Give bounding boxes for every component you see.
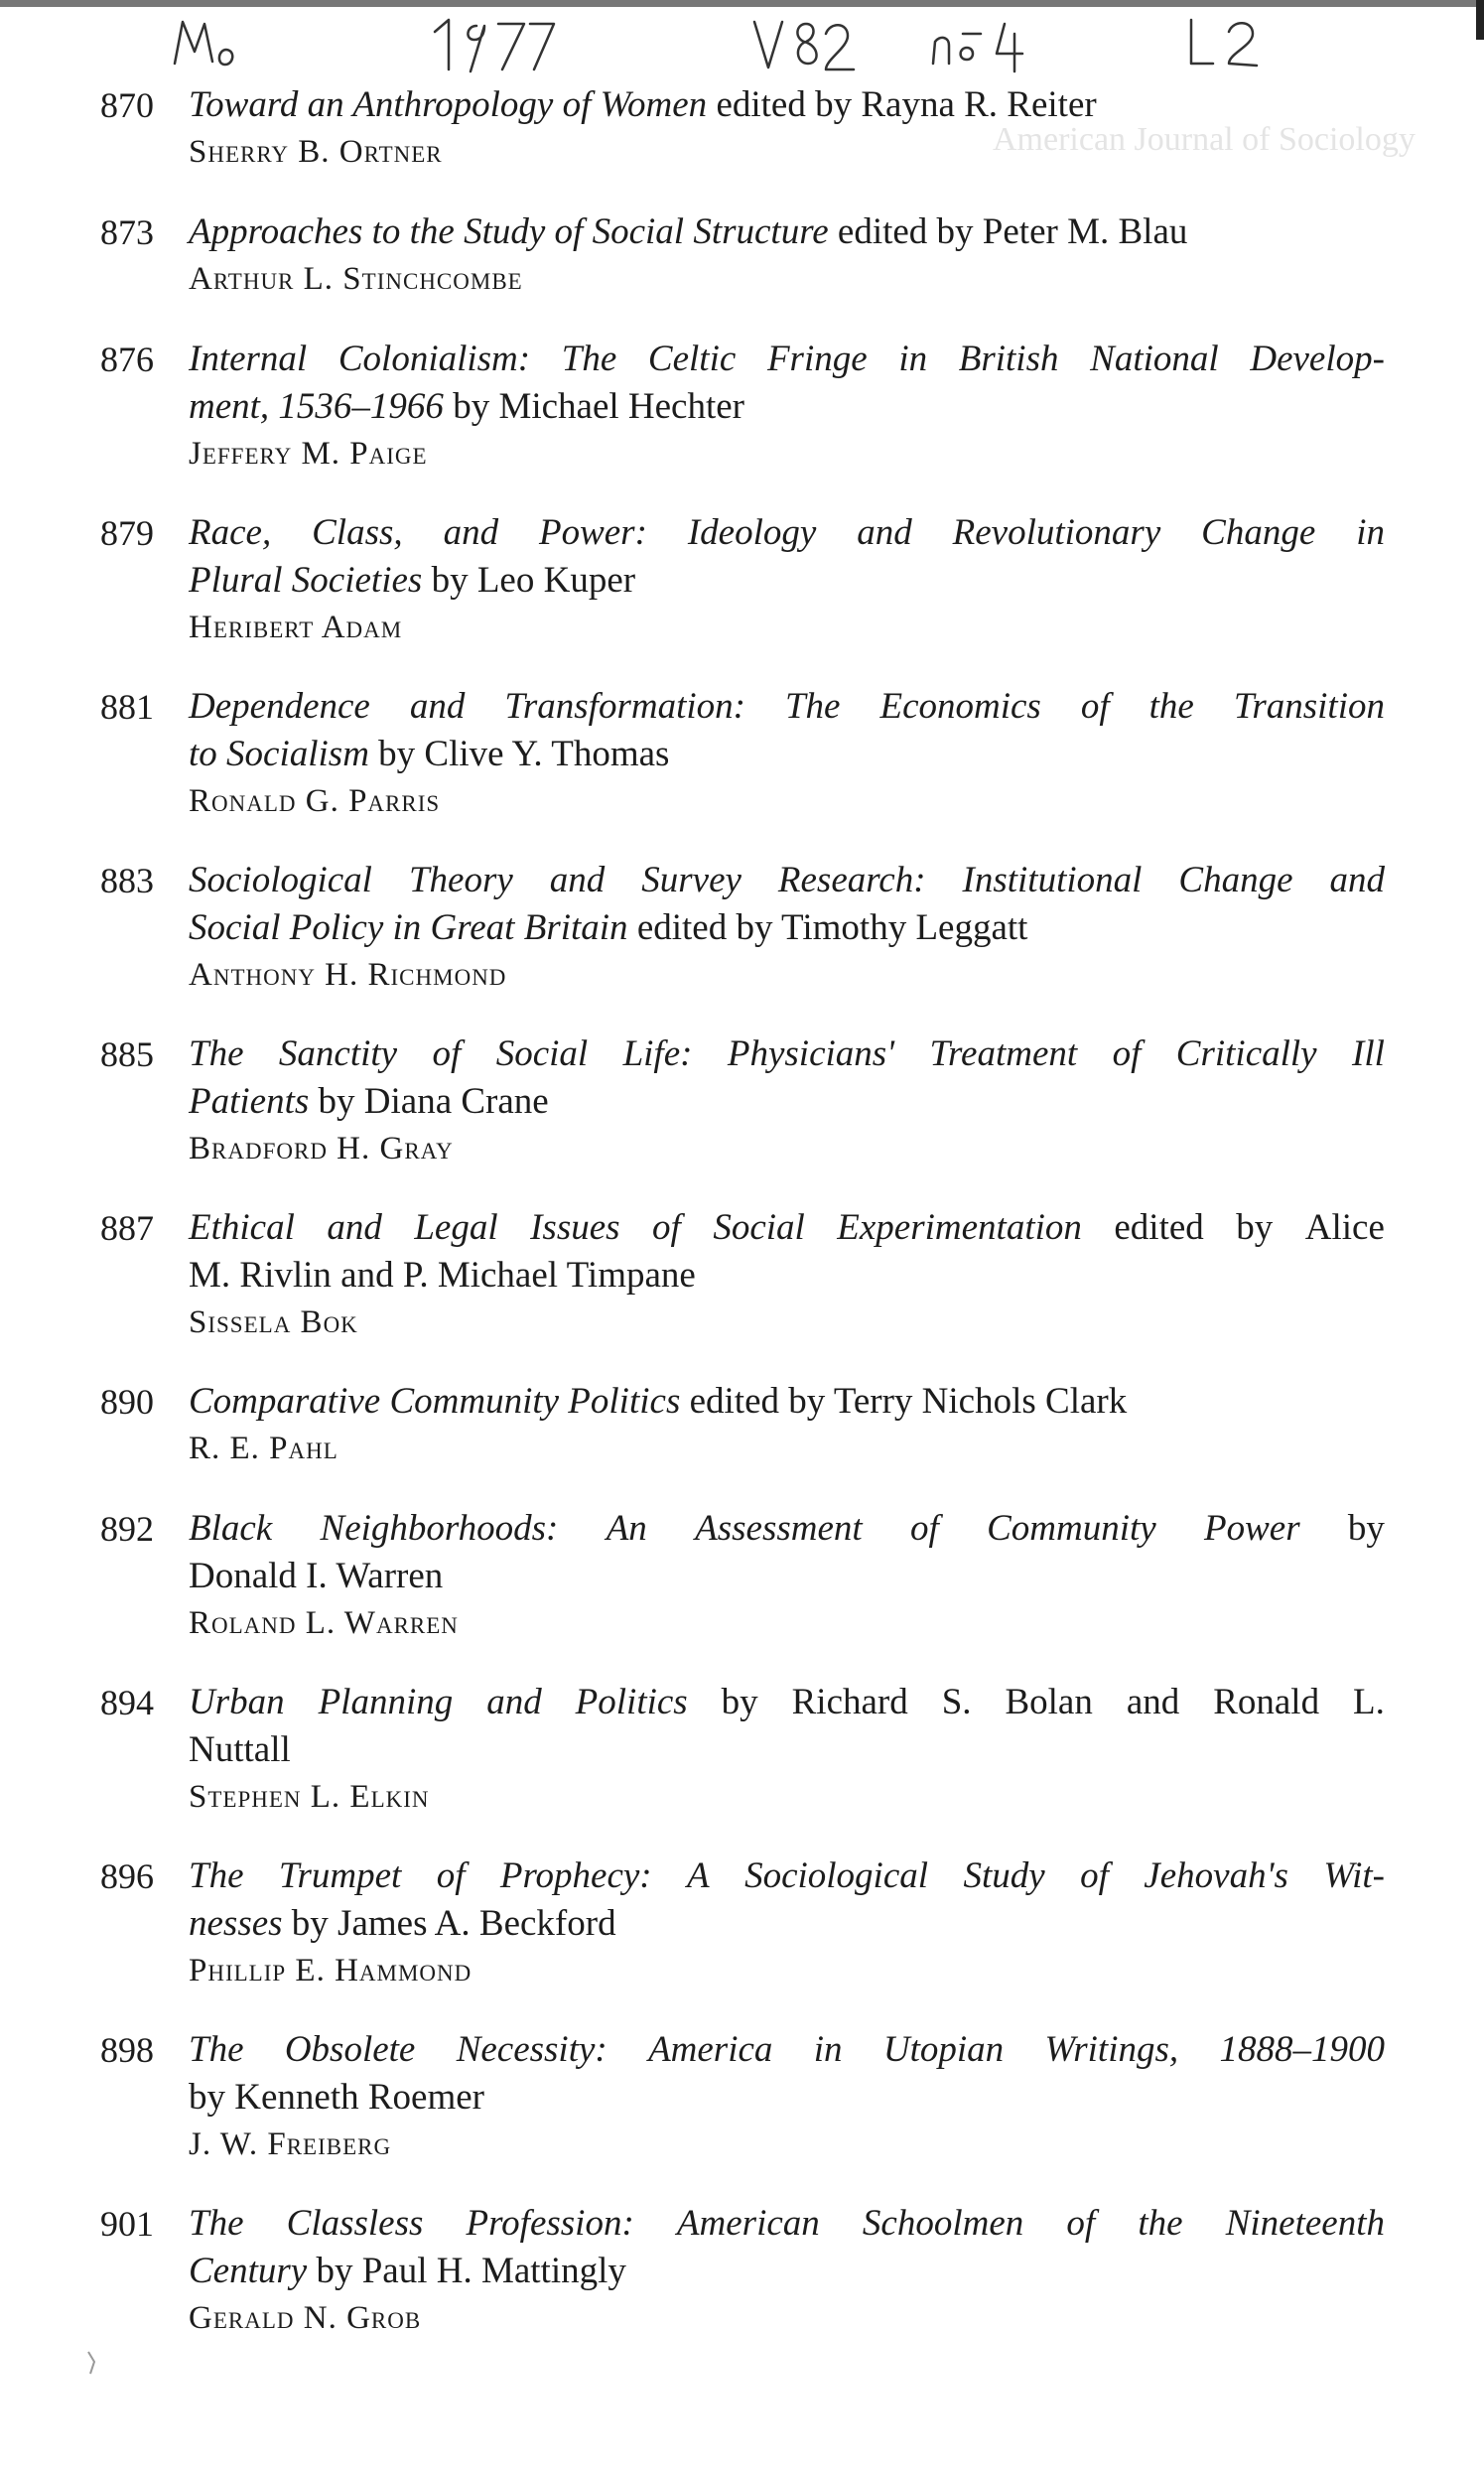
entry-body: [189, 1852, 1385, 1993]
page-number: 879: [100, 513, 154, 553]
entry-line: [189, 557, 1385, 605]
page-number: 896: [100, 1856, 154, 1896]
entry-body: [189, 336, 1385, 477]
book-credit: by Paul H. Mattingly: [307, 2251, 626, 2291]
entry-body: [189, 1204, 1385, 1345]
page-number: 873: [100, 212, 154, 252]
entry-870: [0, 81, 1484, 208]
entry-885: [0, 1030, 1484, 1204]
page-number: 894: [100, 1683, 154, 1722]
entry-line: The Classless Profession: American Schoolmen of the Nineteenth: [189, 2203, 1385, 2244]
entry-line: [189, 383, 1385, 431]
page-number: 870: [100, 85, 154, 125]
book-credit: edited by Timothy Leggatt: [627, 907, 1028, 948]
reviewer-name: Gerald N. Grob: [189, 2300, 422, 2336]
reviewer-name: Anthony H. Richmond: [189, 957, 507, 993]
entry-line: Race, Class, and Power: Ideology and Revolutionary Change in: [189, 512, 1385, 553]
entry-body: [189, 857, 1385, 998]
book-title: Comparative Community Politics: [189, 1381, 681, 1422]
page-number: 876: [100, 340, 154, 379]
reviewer-name: J. W. Freiberg: [189, 2126, 392, 2162]
page-number: 890: [100, 1382, 154, 1422]
page-number: 887: [100, 1208, 154, 1248]
entry-883: [0, 857, 1484, 1030]
book-credit: by James A. Beckford: [282, 1903, 616, 1944]
entry-body: [189, 2200, 1385, 2341]
page-number: 898: [100, 2030, 154, 2070]
reviewer-name: Phillip E. Hammond: [189, 1953, 472, 1988]
entry-894: [0, 1679, 1484, 1852]
entry-line: [189, 904, 1385, 952]
reviewer-name: Sissela Bok: [189, 1304, 358, 1340]
bleed-through-text: American Journal of Sociology: [993, 121, 1416, 158]
reviewer-name: Jeffery M. Paige: [189, 436, 428, 472]
handwriting-drawing: [169, 12, 1360, 81]
reviewer-name: Stephen L. Elkin: [189, 1779, 430, 1815]
entry-line: [189, 81, 1385, 129]
book-title: Approaches to the Study of Social Structure: [189, 211, 829, 252]
entry-892: [0, 1505, 1484, 1679]
book-credit: by Clive Y. Thomas: [368, 734, 670, 774]
entry-body: [189, 1030, 1385, 1171]
entry-line: [189, 1078, 1385, 1126]
book-credit: edited by Rayna R. Reiter: [707, 84, 1097, 125]
page-number: 892: [100, 1509, 154, 1549]
entry-901: [0, 2200, 1484, 2374]
entry-body: [189, 208, 1385, 302]
entry-line: [189, 208, 1385, 256]
reviewer-name: Arthur L. Stinchcombe: [189, 261, 523, 297]
book-credit: by Diana Crane: [309, 1081, 549, 1122]
entry-879: [0, 509, 1484, 683]
reviewer-name: Sherry B. Ortner: [189, 134, 443, 170]
entry-line: [189, 1726, 1385, 1774]
entry-line: Sociological Theory and Survey Research: Institutional Change and: [189, 860, 1385, 900]
entry-line: The Trumpet of Prophecy: A Sociological Study of Jehovah's Wit-: [189, 1855, 1385, 1896]
entry-line: [189, 731, 1385, 778]
book-credit-cont: by Kenneth Roemer: [189, 2077, 484, 2118]
entry-898: [0, 2026, 1484, 2200]
page-number: 901: [100, 2204, 154, 2244]
entry-body: [189, 1378, 1385, 1471]
entry-887: [0, 1204, 1484, 1378]
entry-body: [189, 683, 1385, 824]
entry-line: The Obsolete Necessity: America in Utopian Writings, 1888–1900: [189, 2029, 1385, 2070]
entry-line: [189, 1900, 1385, 1948]
book-title-cont: Century: [189, 2251, 308, 2291]
book-credit-cont: M. Rivlin and P. Michael Timpane: [189, 1255, 696, 1296]
reviewer-name: Ronald G. Parris: [189, 783, 441, 819]
book-credit-cont: Nuttall: [189, 1729, 291, 1770]
entry-line: Black Neighborhoods: An Assessment of Community Power by: [189, 1508, 1385, 1549]
entry-line: [189, 1553, 1385, 1600]
book-credit: by Michael Hechter: [443, 386, 745, 427]
book-credit-cont: Donald I. Warren: [189, 1556, 444, 1596]
entry-line: Dependence and Transformation: The Economics of the Transition: [189, 686, 1385, 727]
entry-line: Ethical and Legal Issues of Social Experimentation edited by Alice: [189, 1207, 1385, 1248]
entry-876: [0, 336, 1484, 509]
reviewer-name: R. E. Pahl: [189, 1431, 338, 1466]
page-number: 883: [100, 861, 154, 900]
scan-corner-shadow: [1476, 0, 1484, 40]
entry-body: [189, 2026, 1385, 2167]
entry-line: Internal Colonialism: The Celtic Fringe in British National Develop-: [189, 339, 1385, 379]
entry-873: [0, 208, 1484, 336]
book-title-cont: Social Policy in Great Britain: [189, 907, 628, 948]
page-number: 881: [100, 687, 154, 727]
book-title-cont: Patients: [189, 1081, 310, 1122]
book-review-list: [0, 81, 1484, 2374]
book-title-cont: ment, 1536–1966: [189, 386, 444, 427]
entry-881: [0, 683, 1484, 857]
book-title-cont: Plural Societies: [189, 560, 423, 601]
book-title: Toward an Anthropology of Women: [189, 84, 708, 125]
entry-line: [189, 2248, 1385, 2295]
handwritten-annotation: [169, 12, 1360, 81]
reviewer-name: Heribert Adam: [189, 610, 403, 645]
scan-top-edge: [0, 0, 1484, 7]
book-title-cont: nesses: [189, 1903, 283, 1944]
entry-line: Urban Planning and Politics by Richard S. Bolan and Ronald L.: [189, 1682, 1385, 1722]
scan-smudge: [84, 2348, 104, 2378]
book-title-cont: to Socialism: [189, 734, 369, 774]
entry-line: [189, 2074, 1385, 2122]
entry-body: [189, 81, 1385, 175]
entry-line: [189, 1378, 1385, 1426]
entry-896: [0, 1852, 1484, 2026]
entry-line: [189, 1252, 1385, 1300]
book-credit: edited by Peter M. Blau: [828, 211, 1188, 252]
entry-line: The Sanctity of Social Life: Physicians' Treatment of Critically Ill: [189, 1033, 1385, 1074]
book-credit: edited by Terry Nichols Clark: [680, 1381, 1128, 1422]
entry-body: [189, 1505, 1385, 1646]
page-number: 885: [100, 1034, 154, 1074]
entry-body: [189, 509, 1385, 650]
reviewer-name: Bradford H. Gray: [189, 1131, 454, 1166]
reviewer-name: Roland L. Warren: [189, 1605, 459, 1641]
entry-890: [0, 1378, 1484, 1505]
book-credit: by Leo Kuper: [422, 560, 636, 601]
entry-body: [189, 1679, 1385, 1820]
